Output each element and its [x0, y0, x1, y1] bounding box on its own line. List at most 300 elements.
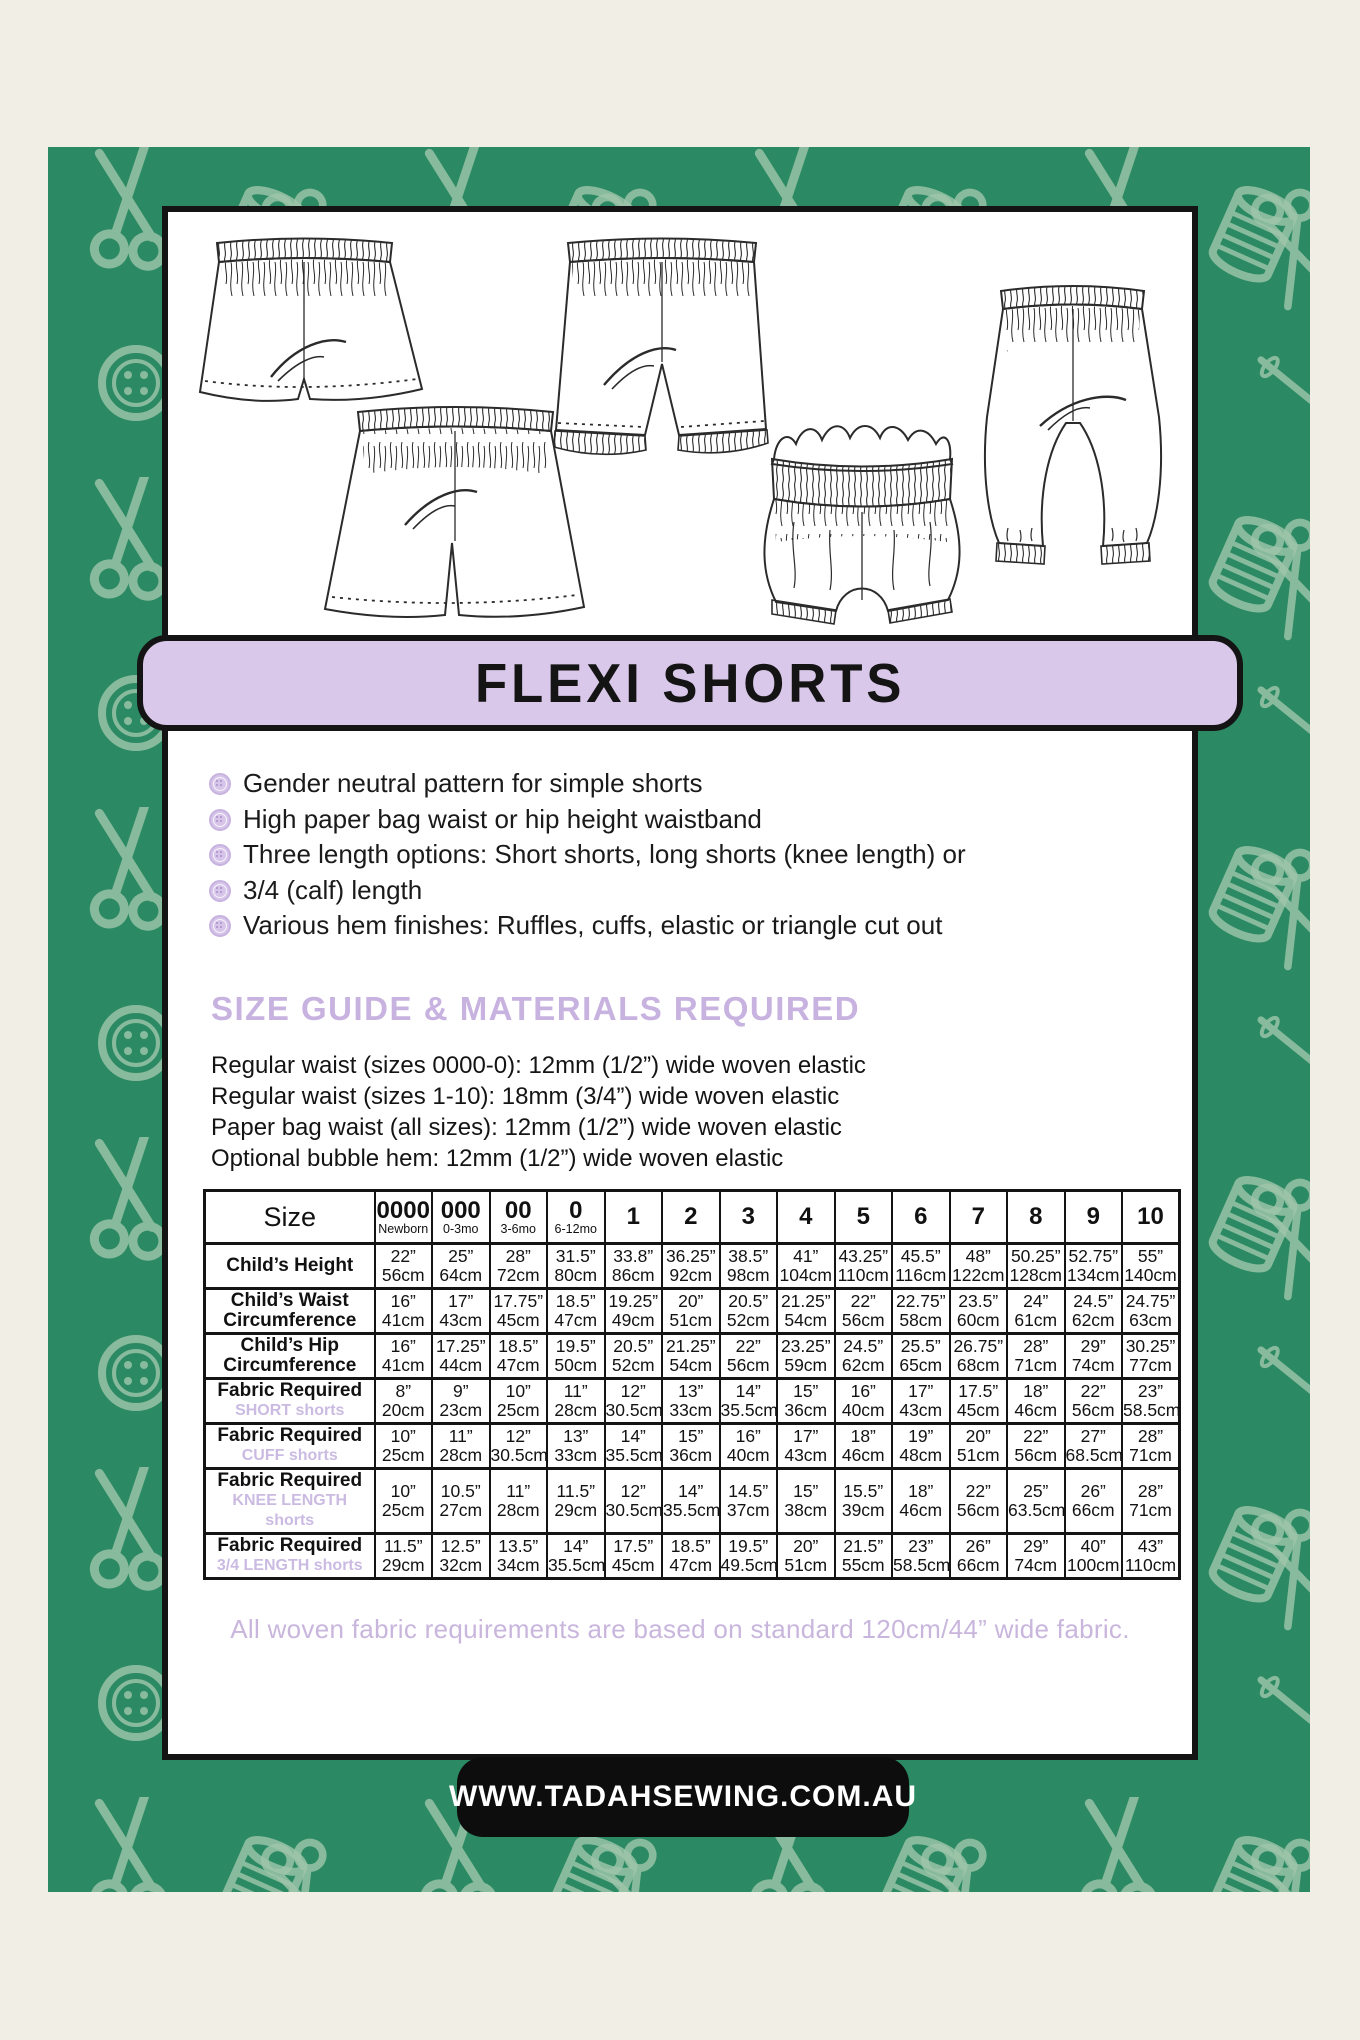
inches-value: 22” — [735, 1336, 761, 1356]
inches-value: 8” — [395, 1381, 412, 1401]
measurement-cell — [720, 1334, 778, 1379]
button-icon — [209, 880, 231, 902]
size-number: 00 — [504, 1197, 532, 1224]
measurement-cell — [432, 1289, 490, 1334]
cm-value: 46cm — [841, 1445, 885, 1465]
cm-value: 80cm — [554, 1265, 598, 1285]
inches-value: 43” — [1137, 1536, 1164, 1556]
inches-value: 24.5” — [1073, 1291, 1114, 1311]
size-number: 8 — [1029, 1203, 1043, 1230]
measurement-cell — [950, 1334, 1008, 1379]
size-column-header — [490, 1191, 548, 1244]
cm-value: 27cm — [439, 1500, 483, 1520]
measurement-cell — [662, 1334, 720, 1379]
size-number: 7 — [971, 1203, 985, 1230]
measurement-cell — [950, 1244, 1008, 1289]
size-column-header — [1007, 1191, 1065, 1244]
inches-value: 17” — [793, 1426, 819, 1446]
size-number: 6 — [914, 1203, 928, 1230]
cm-value: 28cm — [496, 1500, 540, 1520]
row-label-line: Fabric Required — [217, 1425, 363, 1446]
inches-value: 43.25” — [838, 1246, 889, 1266]
inches-value: 12” — [620, 1381, 646, 1401]
cm-value: 33cm — [554, 1445, 598, 1465]
cm-value: 49.5cm — [720, 1555, 778, 1575]
inches-value: 18” — [908, 1481, 934, 1501]
feature-list — [209, 766, 966, 944]
measurement-cell — [1007, 1379, 1065, 1424]
measurement-cell — [490, 1379, 548, 1424]
table-header-row — [205, 1191, 1180, 1244]
table-row — [205, 1469, 1180, 1534]
feature-text: Various hem finishes: Ruffles, cuffs, elastic or triangle cut out — [243, 910, 943, 940]
row-label — [205, 1424, 375, 1469]
size-number: 2 — [684, 1203, 698, 1230]
size-number: 5 — [856, 1203, 870, 1230]
inches-value: 18” — [850, 1426, 876, 1446]
inches-value: 14.5” — [728, 1481, 769, 1501]
measurement-cell — [432, 1534, 490, 1579]
cm-value: 58.5cm — [1123, 1400, 1181, 1420]
cm-value: 55cm — [841, 1555, 885, 1575]
feature-text: Gender neutral pattern for simple shorts — [243, 768, 703, 798]
row-label-line: Fabric Required — [217, 1535, 363, 1556]
measurement-cell — [605, 1534, 663, 1579]
cm-value: 122cm — [951, 1265, 1005, 1285]
measurement-cell — [892, 1469, 950, 1534]
inches-value: 21.25” — [665, 1336, 716, 1356]
cm-value: 43cm — [899, 1400, 943, 1420]
inches-value: 19.25” — [608, 1291, 659, 1311]
size-number: 9 — [1086, 1203, 1100, 1230]
cm-value: 32cm — [439, 1555, 483, 1575]
inches-value: 24.75” — [1125, 1291, 1176, 1311]
measurement-cell — [490, 1334, 548, 1379]
row-label — [205, 1379, 375, 1424]
measurement-cell — [605, 1379, 663, 1424]
inches-value: 14” — [620, 1426, 646, 1446]
measurement-cell — [490, 1534, 548, 1579]
measurement-cell — [547, 1469, 605, 1534]
feature-item — [209, 766, 966, 802]
inches-value: 23” — [1137, 1381, 1164, 1401]
feature-text: 3/4 (calf) length — [243, 874, 423, 905]
cm-value: 28cm — [554, 1400, 598, 1420]
cm-value: 52cm — [726, 1310, 770, 1330]
inches-value: 22” — [965, 1481, 991, 1501]
inches-value: 22” — [1080, 1381, 1106, 1401]
measurement-cell — [605, 1334, 663, 1379]
row-label-line: Circumference — [223, 1310, 357, 1331]
measurement-cell — [892, 1534, 950, 1579]
measurement-cell — [892, 1289, 950, 1334]
measurement-cell — [835, 1424, 893, 1469]
cm-value: 61cm — [1014, 1310, 1058, 1330]
size-column-header — [950, 1191, 1008, 1244]
bubble-paper-bag-shorts-sketch — [764, 426, 959, 624]
feature-item — [209, 908, 966, 944]
inches-value: 22” — [850, 1291, 876, 1311]
cm-value: 50cm — [554, 1355, 598, 1375]
cm-value: 56cm — [841, 1310, 885, 1330]
feature-item — [209, 837, 966, 873]
cm-value: 47cm — [669, 1555, 713, 1575]
measurement-cell — [547, 1244, 605, 1289]
cm-value: 33cm — [669, 1400, 713, 1420]
cm-value: 43cm — [439, 1310, 483, 1330]
size-column-header — [547, 1191, 605, 1244]
inches-value: 17.75” — [493, 1291, 544, 1311]
size-column-header — [892, 1191, 950, 1244]
row-accent-label: KNEE LENGTH shorts — [232, 1492, 348, 1529]
elastic-requirements — [211, 1050, 866, 1174]
measurement-cell — [547, 1379, 605, 1424]
cm-value: 62cm — [1071, 1310, 1115, 1330]
measurement-cell — [720, 1469, 778, 1534]
inches-value: 20” — [965, 1426, 991, 1446]
short-shorts-front-sketch — [200, 239, 422, 401]
button-icon — [209, 809, 231, 831]
cm-value: 25cm — [381, 1445, 425, 1465]
measurement-cell — [777, 1289, 835, 1334]
cm-value: 35.5cm — [605, 1445, 663, 1465]
cm-value: 40cm — [841, 1400, 885, 1420]
cm-value: 45cm — [956, 1400, 1000, 1420]
inches-value: 11” — [448, 1426, 473, 1446]
measurement-cell — [1122, 1289, 1180, 1334]
cm-value: 63cm — [1129, 1310, 1172, 1330]
row-accent-label: CUFF shorts — [241, 1447, 338, 1464]
cm-value: 92cm — [669, 1265, 713, 1285]
cm-value: 74cm — [1014, 1555, 1058, 1575]
measurement-cell — [1122, 1244, 1180, 1289]
inches-value: 16” — [735, 1426, 761, 1446]
inches-value: 16” — [390, 1291, 416, 1311]
cm-value: 41cm — [381, 1355, 425, 1375]
size-column-header — [777, 1191, 835, 1244]
measurement-cell — [892, 1334, 950, 1379]
table-row — [205, 1244, 1180, 1289]
measurement-cell — [1065, 1334, 1123, 1379]
cm-value: 36cm — [784, 1400, 828, 1420]
cm-value: 35.5cm — [663, 1500, 721, 1520]
cm-value: 45cm — [496, 1310, 540, 1330]
row-label-line: Child’s Height — [226, 1255, 354, 1276]
measurement-cell — [1122, 1469, 1180, 1534]
row-label — [205, 1289, 375, 1334]
cm-value: 41cm — [381, 1310, 425, 1330]
cm-value: 35.5cm — [548, 1555, 606, 1575]
measurement-cell — [1007, 1534, 1065, 1579]
measurement-cell — [720, 1424, 778, 1469]
inches-value: 41” — [793, 1246, 819, 1266]
measurement-cell — [375, 1289, 433, 1334]
inches-value: 26.75” — [953, 1336, 1004, 1356]
elastic-line: Regular waist (sizes 1-10): 18mm (3/4”) wide woven elastic — [211, 1083, 840, 1110]
cm-value: 39cm — [841, 1500, 885, 1520]
measurement-cell — [777, 1534, 835, 1579]
cm-value: 40cm — [726, 1445, 770, 1465]
row-label-line: Child’s Hip — [240, 1335, 340, 1356]
measurement-cell — [547, 1424, 605, 1469]
measurement-cell — [432, 1469, 490, 1534]
cm-value: 77cm — [1129, 1355, 1172, 1375]
cm-value: 59cm — [784, 1355, 828, 1375]
inches-value: 23” — [908, 1536, 934, 1556]
size-number: 4 — [799, 1203, 813, 1230]
size-column-header — [605, 1191, 663, 1244]
inches-value: 25” — [448, 1246, 474, 1266]
row-label — [205, 1534, 375, 1579]
inches-value: 29” — [1080, 1336, 1106, 1356]
measurement-cell — [777, 1379, 835, 1424]
inches-value: 20” — [678, 1291, 704, 1311]
inches-value: 15” — [793, 1481, 819, 1501]
inches-value: 28” — [505, 1246, 531, 1266]
measurement-cell — [432, 1244, 490, 1289]
measurement-cell — [950, 1424, 1008, 1469]
size-column-header — [1065, 1191, 1123, 1244]
inches-value: 14” — [563, 1536, 589, 1556]
measurement-cell — [835, 1334, 893, 1379]
inches-value: 33.8” — [613, 1246, 654, 1266]
cm-value: 37cm — [726, 1500, 770, 1520]
feature-text: High paper bag waist or hip height waistband — [243, 803, 762, 834]
measurement-cell — [892, 1244, 950, 1289]
inches-value: 13” — [563, 1426, 589, 1446]
measurement-cell — [892, 1424, 950, 1469]
inches-value: 19.5” — [555, 1336, 596, 1356]
measurement-cell — [1007, 1289, 1065, 1334]
cm-value: 30.5cm — [490, 1445, 548, 1465]
measurement-cell — [1065, 1289, 1123, 1334]
measurement-cell — [835, 1289, 893, 1334]
cm-value: 104cm — [779, 1265, 833, 1285]
inches-value: 10.5” — [440, 1481, 481, 1501]
inches-value: 27” — [1080, 1426, 1106, 1446]
cm-value: 98cm — [726, 1265, 770, 1285]
cm-value: 68cm — [956, 1355, 1000, 1375]
measurement-cell — [605, 1289, 663, 1334]
inches-value: 18” — [1023, 1381, 1049, 1401]
measurement-cell — [375, 1534, 433, 1579]
pattern-card — [162, 206, 1198, 1760]
size-age-label: 6-12mo — [554, 1222, 597, 1236]
inches-value: 14” — [678, 1481, 704, 1501]
size-number: 0 — [569, 1197, 583, 1224]
inches-value: 19.5” — [728, 1536, 769, 1556]
measurement-cell — [662, 1469, 720, 1534]
inches-value: 13” — [678, 1381, 704, 1401]
size-number: 000 — [440, 1197, 481, 1224]
cm-value: 56cm — [1014, 1445, 1058, 1465]
cm-value: 74cm — [1071, 1355, 1115, 1375]
cm-value: 128cm — [1009, 1265, 1063, 1285]
feature-item — [209, 802, 966, 838]
inches-value: 29” — [1023, 1536, 1049, 1556]
inches-value: 18.5” — [498, 1336, 539, 1356]
measurement-cell — [605, 1469, 663, 1534]
website-text: WWW.TADAHSEWING.COM.AU — [448, 1780, 918, 1813]
inches-value: 25.5” — [900, 1336, 941, 1356]
cm-value: 71cm — [1014, 1355, 1058, 1375]
row-accent-label: 3/4 LENGTH shorts — [216, 1557, 363, 1574]
measurement-cell — [547, 1534, 605, 1579]
measurement-cell — [432, 1379, 490, 1424]
inches-value: 36.25” — [665, 1246, 716, 1266]
cm-value: 72cm — [496, 1265, 540, 1285]
size-table — [203, 1189, 1181, 1580]
inches-value: 15” — [678, 1426, 704, 1446]
measurement-cell — [605, 1424, 663, 1469]
cm-value: 46cm — [899, 1500, 943, 1520]
cm-value: 29cm — [381, 1555, 425, 1575]
measurement-cell — [547, 1289, 605, 1334]
inches-value: 28” — [1137, 1481, 1164, 1501]
size-number: 10 — [1137, 1203, 1164, 1230]
size-column-header — [835, 1191, 893, 1244]
inches-value: 17.5” — [613, 1536, 654, 1556]
measurement-cell — [490, 1424, 548, 1469]
measurement-cell — [605, 1244, 663, 1289]
cm-value: 56cm — [956, 1500, 1000, 1520]
inches-value: 22” — [390, 1246, 416, 1266]
cm-value: 29cm — [554, 1500, 598, 1520]
cm-value: 58cm — [899, 1310, 943, 1330]
cm-value: 47cm — [554, 1310, 598, 1330]
button-icon — [209, 844, 231, 866]
inches-value: 21.25” — [780, 1291, 831, 1311]
row-label — [205, 1469, 375, 1534]
size-table-corner-label: Size — [205, 1191, 375, 1244]
size-column-header — [432, 1191, 490, 1244]
row-label-line: Fabric Required — [217, 1470, 363, 1491]
inches-value: 17” — [448, 1291, 474, 1311]
table-row — [205, 1379, 1180, 1424]
inches-value: 17.5” — [958, 1381, 999, 1401]
measurement-cell — [835, 1534, 893, 1579]
measurement-cell — [375, 1424, 433, 1469]
size-guide-heading: SIZE GUIDE & MATERIALS REQUIRED — [211, 990, 861, 1027]
inches-value: 9” — [452, 1381, 469, 1401]
measurement-cell — [1122, 1534, 1180, 1579]
button-icon — [209, 915, 231, 937]
inches-value: 11” — [563, 1381, 588, 1401]
knee-length-shorts-sketch — [325, 407, 584, 617]
measurement-cell — [375, 1334, 433, 1379]
cm-value: 60cm — [956, 1310, 1000, 1330]
cm-value: 58.5cm — [893, 1555, 951, 1575]
inches-value: 40” — [1080, 1536, 1106, 1556]
inches-value: 13.5” — [498, 1536, 539, 1556]
page-title: FLEXI SHORTS — [474, 652, 906, 714]
measurement-cell — [720, 1289, 778, 1334]
measurement-cell — [720, 1244, 778, 1289]
cm-value: 64cm — [439, 1265, 483, 1285]
measurement-cell — [662, 1244, 720, 1289]
measurement-cell — [835, 1379, 893, 1424]
inches-value: 12.5” — [440, 1536, 481, 1556]
measurement-cell — [375, 1244, 433, 1289]
cm-value: 65cm — [899, 1355, 943, 1375]
inches-value: 48” — [965, 1246, 991, 1266]
cm-value: 56cm — [381, 1265, 425, 1285]
cm-value: 30.5cm — [605, 1400, 663, 1420]
measurement-cell — [1122, 1379, 1180, 1424]
measurement-cell — [490, 1244, 548, 1289]
elastic-line: Regular waist (sizes 0000-0): 12mm (1/2”) wide woven elastic — [211, 1052, 866, 1079]
measurement-cell — [1065, 1244, 1123, 1289]
measurement-cell — [835, 1244, 893, 1289]
inches-value: 11” — [506, 1481, 531, 1501]
measurement-cell — [950, 1289, 1008, 1334]
row-label — [205, 1334, 375, 1379]
measurement-cell — [1065, 1534, 1123, 1579]
inches-value: 10” — [505, 1381, 531, 1401]
inches-value: 17.25” — [435, 1336, 486, 1356]
row-label — [205, 1244, 375, 1289]
cm-value: 71cm — [1129, 1500, 1172, 1520]
inches-value: 17” — [908, 1381, 934, 1401]
row-label-line: Circumference — [223, 1355, 357, 1376]
size-number: 0000 — [376, 1197, 430, 1224]
measurement-cell — [1007, 1424, 1065, 1469]
green-border-panel — [48, 147, 1310, 1892]
inches-value: 12” — [505, 1426, 531, 1446]
inches-value: 10” — [390, 1426, 416, 1446]
measurement-cell — [662, 1289, 720, 1334]
website-banner[interactable] — [448, 1757, 918, 1837]
measurement-cell — [490, 1469, 548, 1534]
table-row — [205, 1424, 1180, 1469]
inches-value: 52.75” — [1068, 1246, 1119, 1266]
cm-value: 66cm — [1071, 1500, 1115, 1520]
feature-text: Three length options: Short shorts, long shorts (knee length) or — [243, 839, 966, 869]
cm-value: 66cm — [956, 1555, 1000, 1575]
feature-item — [209, 873, 966, 909]
inches-value: 24” — [1023, 1291, 1049, 1311]
inches-value: 26” — [1080, 1481, 1106, 1501]
measurement-cell — [490, 1289, 548, 1334]
inches-value: 50.25” — [1010, 1246, 1061, 1266]
inches-value: 20” — [793, 1536, 819, 1556]
inches-value: 19” — [908, 1426, 934, 1446]
measurement-cell — [1065, 1379, 1123, 1424]
elastic-line: Optional bubble hem: 12mm (1/2”) wide woven elastic — [211, 1145, 784, 1172]
measurement-cell — [777, 1424, 835, 1469]
cm-value: 68.5cm — [1065, 1445, 1123, 1465]
fabric-width-note: All woven fabric requirements are based on standard 120cm/44” wide fabric. — [230, 1614, 1130, 1644]
row-label-line: Child’s Waist — [230, 1290, 349, 1311]
inches-value: 55” — [1137, 1246, 1164, 1266]
measurement-cell — [375, 1469, 433, 1534]
cm-value: 35.5cm — [720, 1400, 778, 1420]
inches-value: 38.5” — [728, 1246, 769, 1266]
cm-value: 56cm — [726, 1355, 770, 1375]
cm-value: 34cm — [496, 1555, 540, 1575]
inches-value: 30.25” — [1125, 1336, 1176, 1356]
measurement-cell — [777, 1244, 835, 1289]
cm-value: 100cm — [1066, 1555, 1120, 1575]
inches-value: 15.5” — [843, 1481, 884, 1501]
title-banner — [137, 635, 1243, 731]
measurement-cell — [1065, 1424, 1123, 1469]
size-age-label: Newborn — [378, 1222, 429, 1236]
cm-value: 25cm — [381, 1500, 425, 1520]
inches-value: 16” — [390, 1336, 416, 1356]
measurement-cell — [1065, 1469, 1123, 1534]
measurement-cell — [950, 1534, 1008, 1579]
